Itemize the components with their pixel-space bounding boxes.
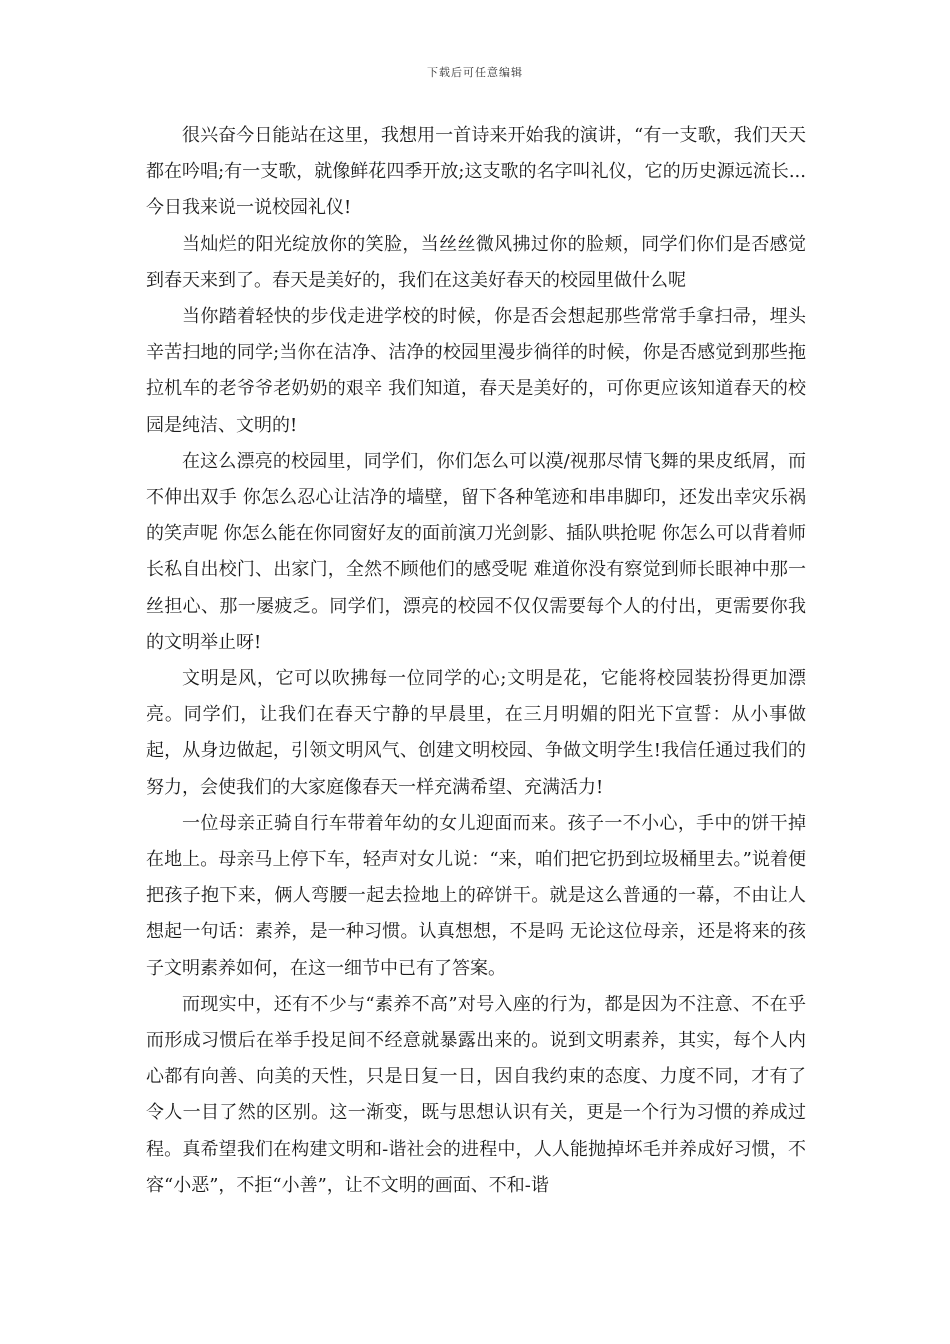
paragraph-7: 而现实中，还有不少与“素养不高”对号入座的行为，都是因为不注意、不在乎而形成习惯后在举手投足间不经意就暴露出来的。说到文明素养，其实，每个人内心都有向善、向美的天性，只是日复一日，因自我约束的态度、力度不同，才有了令人一目了然的区别。这一渐变，既与思想认识有关，更是一个行为习惯的养成过程。真希望我们在构建文明和-谐社会的进程中，人人能抛掉坏毛并养成好习惯，不容“小恶”，不拒“小善”，让不文明的画面、不和-谐 [146, 993, 806, 1196]
document-body [146, 118, 806, 1204]
paragraph-2: 当灿烂的阳光绽放你的笑脸，当丝丝微风拂过你的脸颊，同学们你们是否感觉到春天来到了。春天是美好的，我们在这美好春天的校园里做什么呢 [146, 233, 806, 291]
paragraph-1: 很兴奋今日能站在这里，我想用一首诗来开始我的演讲，“有一支歌，我们天天都在吟唱;有一支歌，就像鲜花四季开放;这支歌的名字叫礼仪，它的历史源远流长...今日我来说一说校园礼仪! [146, 125, 806, 219]
paragraph-4: 在这么漂亮的校园里，同学们，你们怎么可以漠/视那尽情飞舞的果皮纸屑，而不伸出双手 你怎么忍心让洁净的墙壁，留下各种笔迹和串串脚印，还发出幸灾乐祸的笑声呢 你怎么能在你同窗好友的面前演刀光剑影、插队哄抢呢 你怎么可以背着师长私自出校门、出家门，全然不顾他们的感受呢 难道你没有察觉到师长眼神中那一丝担心、那一屡疲乏。同学们，漂亮的校园不仅仅需要每个人的付出，更需要你我的文明举止呀! [146, 450, 806, 653]
header-note: 下载后可任意编辑 [427, 66, 523, 79]
paragraph-5: 文明是风，它可以吹拂每一位同学的心;文明是花，它能将校园装扮得更加漂亮。同学们，让我们在春天宁静的早晨里，在三月明媚的阳光下宣誓：从小事做起，从身边做起，引领文明风气、创建文明校园、争做文明学生!我信任通过我们的努力，会使我们的大家庭像春天一样充满希望、充满活力! [146, 668, 806, 798]
paragraph-6: 一位母亲正骑自行车带着年幼的女儿迎面而来。孩子一不小心，手中的饼干掉在地上。母亲马上停下车，轻声对女儿说：“来，咱们把它扔到垃圾桶里去。”说着便把孩子抱下来，俩人弯腰一起去捡地上的碎饼干。就是这么普通的一幕，不由让人想起一句话：素养，是一种习惯。认真想想，不是吗 无论这位母亲，还是将来的孩子文明素养如何，在这一细节中已有了答案。 [146, 812, 806, 979]
paragraph-3: 当你踏着轻快的步伐走进学校的时候，你是否会想起那些常常手拿扫帚，埋头辛苦扫地的同学;当你在洁净、洁净的校园里漫步徜徉的时候，你是否感觉到那些拖拉机车的老爷爷老奶奶的艰辛 我们知道，春天是美好的，可你更应该知道春天的校园是纯洁、文明的! [146, 306, 806, 436]
